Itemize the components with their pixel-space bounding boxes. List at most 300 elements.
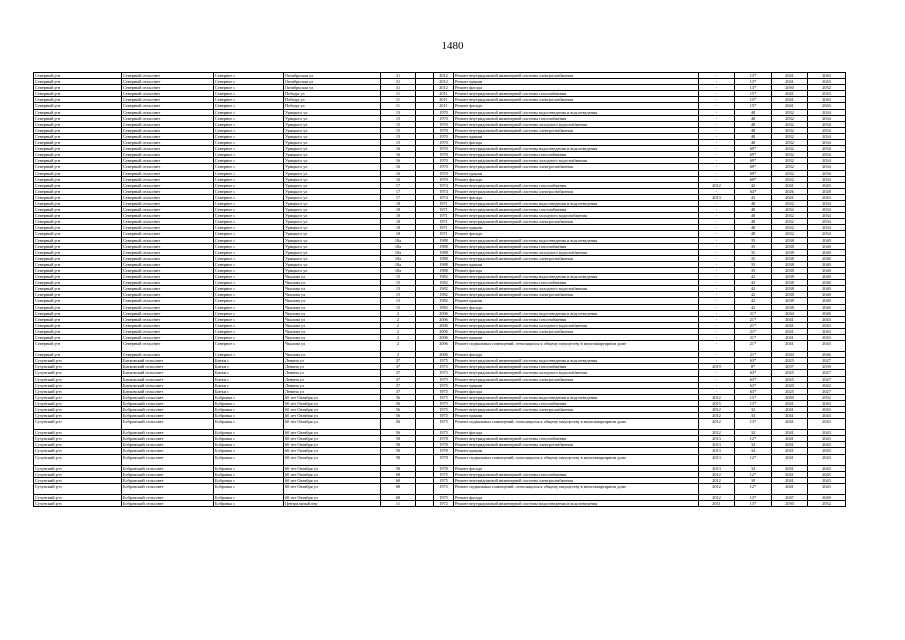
cell-year-built: 1970 [434, 170, 454, 176]
cell-settlement: Северное с [214, 316, 284, 322]
cell-last-repair-year: - [699, 286, 735, 292]
cell-plan-end: 2034 [808, 152, 846, 158]
cell-wear-percent: 13* [735, 73, 772, 79]
cell-house: 31 [381, 79, 416, 85]
table-body [34, 73, 846, 507]
cell-council: Бобровский сельсовет [122, 500, 214, 506]
cell-house: 17 [381, 182, 416, 188]
cell-street: 60 лет Октября ул [284, 465, 381, 471]
cell-settlement: Бобровка с [214, 419, 284, 430]
cell-plan-end: 2034 [808, 140, 846, 146]
cell-wear-percent: 21* [735, 341, 772, 352]
cell-work-type: Ремонт крыши [454, 298, 699, 304]
cell-last-repair-year: - [699, 140, 735, 146]
cell-plan-start: 2041 [772, 413, 808, 419]
cell-wear-percent: 12* [735, 436, 772, 442]
cell-plan-end: 2040 [808, 274, 846, 280]
cell-settlement: Северное с [214, 158, 284, 164]
cell-plan-end: 2027 [808, 358, 846, 364]
cell-street: Чкалова ул [284, 304, 381, 310]
cell-plan-end: 2034 [808, 121, 846, 127]
cell-plan-start: 2032 [772, 115, 808, 121]
cell-street: Чкалова ул [284, 341, 381, 352]
cell-plan-start: 2038 [772, 286, 808, 292]
cell-plan-end: 2034 [808, 164, 846, 170]
cell-wear-percent: 32 [735, 406, 772, 412]
cell-street: Урицкого ул [284, 194, 381, 200]
cell-plan-end: 2043 [808, 400, 846, 406]
cell-plan-start: 2041 [772, 483, 808, 494]
cell-year-built: 1970 [434, 152, 454, 158]
cell-plan-end: 2040 [808, 286, 846, 292]
cell-wear-percent: 33 [735, 413, 772, 419]
cell-district: Северный р-н [34, 341, 122, 352]
cell-building [416, 483, 434, 494]
cell-year-built: 2012 [434, 73, 454, 79]
cell-year-built: 1988 [434, 243, 454, 249]
table-row [34, 341, 846, 352]
cell-street: Урицкого ул [284, 127, 381, 133]
cell-house: 18 [381, 200, 416, 206]
cell-settlement: Северное с [214, 207, 284, 213]
cell-last-repair-year: - [699, 176, 735, 182]
cell-street: Чкалова ул [284, 322, 381, 328]
cell-plan-start: 2044 [772, 310, 808, 316]
cell-house: 15 [381, 298, 416, 304]
cell-year-built: 2011 [434, 91, 454, 97]
cell-year-built: 1971 [434, 219, 454, 225]
cell-settlement: Бобровка с [214, 471, 284, 477]
cell-council: Северный сельсовет [122, 97, 214, 103]
cell-year-built: 1971 [434, 231, 454, 237]
cell-plan-start: 2047 [772, 494, 808, 500]
cell-year-built: 1978 [434, 442, 454, 448]
cell-council: Северный сельсовет [122, 170, 214, 176]
cell-district: Северный р-н [34, 121, 122, 127]
cell-settlement: Северное с [214, 164, 284, 170]
cell-house: 11 [381, 500, 416, 506]
cell-work-type: Ремонт крыши [454, 448, 699, 454]
cell-last-repair-year: - [699, 146, 735, 152]
cell-work-type: Ремонт внутридомовой инженерной системы электроснабжения [454, 255, 699, 261]
cell-last-repair-year: - [699, 97, 735, 103]
cell-year-built: 1970 [434, 133, 454, 139]
cell-house: 16 [381, 170, 416, 176]
cell-district: Сузунский р-н [34, 364, 122, 370]
cell-year-built: 1975 [434, 477, 454, 483]
cell-district: Сузунский р-н [34, 477, 122, 483]
cell-plan-end: 2043 [808, 194, 846, 200]
cell-wear-percent: 48 [735, 225, 772, 231]
cell-settlement: Северное с [214, 261, 284, 267]
cell-settlement: Битки с [214, 370, 284, 376]
cell-wear-percent: 35 [735, 249, 772, 255]
cell-settlement: Северное с [214, 298, 284, 304]
cell-last-repair-year: - [699, 200, 735, 206]
cell-plan-end: 2040 [808, 292, 846, 298]
cell-district: Северный р-н [34, 109, 122, 115]
cell-wear-percent: 48 [735, 207, 772, 213]
cell-year-built: 1975 [434, 419, 454, 430]
cell-plan-start: 2032 [772, 231, 808, 237]
cell-house: 56 [381, 419, 416, 430]
cell-plan-end: 2046 [808, 352, 846, 358]
cell-house: 16 [381, 152, 416, 158]
cell-wear-percent: 63* [735, 358, 772, 364]
cell-plan-end: 2028 [808, 188, 846, 194]
cell-year-built: 2006 [434, 335, 454, 341]
cell-plan-end: 2043 [808, 182, 846, 188]
cell-work-type: Ремонт внутридомовой инженерной системы водоотведения и водоотведения [454, 394, 699, 400]
cell-last-repair-year: - [699, 85, 735, 91]
cell-district: Северный р-н [34, 170, 122, 176]
cell-district: Северный р-н [34, 268, 122, 274]
cell-house: 37 [381, 358, 416, 364]
cell-street: Урицкого ул [284, 115, 381, 121]
cell-district: Северный р-н [34, 261, 122, 267]
cell-house: 17 [381, 194, 416, 200]
cell-work-type: Ремонт внутридомовой инженерной системы электроснабжения [454, 406, 699, 412]
cell-council: Бобровский сельсовет [122, 471, 214, 477]
cell-plan-start: 2032 [772, 140, 808, 146]
cell-last-repair-year: - [699, 213, 735, 219]
cell-year-built: 2012 [434, 79, 454, 85]
cell-last-repair-year: - [699, 352, 735, 358]
cell-last-repair-year: - [699, 310, 735, 316]
cell-last-repair-year: 2012 [699, 394, 735, 400]
cell-wear-percent: 63* [735, 382, 772, 388]
cell-street: 60 лет Октября ул [284, 483, 381, 494]
cell-council: Бобровский сельсовет [122, 442, 214, 448]
cell-last-repair-year: - [699, 115, 735, 121]
cell-house: 2 [381, 316, 416, 322]
cell-wear-percent: 21* [735, 335, 772, 341]
cell-council: Северный сельсовет [122, 140, 214, 146]
cell-house: 11 [381, 97, 416, 103]
cell-street: Урицкого ул [284, 109, 381, 115]
cell-district: Северный р-н [34, 219, 122, 225]
cell-wear-percent: 43 [735, 194, 772, 200]
cell-council: Северный сельсовет [122, 188, 214, 194]
capital-repair-table [33, 72, 846, 507]
cell-wear-percent: 15* [735, 97, 772, 103]
cell-last-repair-year: - [699, 274, 735, 280]
cell-last-repair-year: - [699, 304, 735, 310]
cell-house: 18а [381, 255, 416, 261]
cell-wear-percent: 48 [735, 133, 772, 139]
cell-council: Бобровский сельсовет [122, 419, 214, 430]
cell-wear-percent: 69* [735, 146, 772, 152]
cell-last-repair-year: - [699, 103, 735, 109]
cell-plan-end: 2052 [808, 394, 846, 400]
cell-last-repair-year: 2012 [699, 494, 735, 500]
cell-district: Северный р-н [34, 292, 122, 298]
cell-plan-start: 2038 [772, 292, 808, 298]
cell-plan-end: 2043 [808, 73, 846, 79]
cell-plan-end: 2043 [808, 322, 846, 328]
cell-house: 15 [381, 286, 416, 292]
cell-council: Северный сельсовет [122, 146, 214, 152]
cell-plan-end: 2043 [808, 316, 846, 322]
cell-house: 15 [381, 121, 416, 127]
cell-plan-start: 2032 [772, 213, 808, 219]
cell-wear-percent: 13* [735, 394, 772, 400]
cell-house: 11 [381, 91, 416, 97]
cell-plan-start: 2032 [772, 152, 808, 158]
cell-wear-percent: 69* [735, 152, 772, 158]
cell-plan-start: 2041 [772, 322, 808, 328]
cell-plan-start: 2038 [772, 255, 808, 261]
cell-year-built: 1971 [434, 225, 454, 231]
cell-wear-percent: 13* [735, 419, 772, 430]
cell-wear-percent: 34 [735, 448, 772, 454]
cell-house: 68 [381, 483, 416, 494]
cell-house: 15 [381, 274, 416, 280]
cell-year-built: 1974 [434, 188, 454, 194]
cell-house: 56 [381, 400, 416, 406]
cell-work-type: Ремонт крыши [454, 79, 699, 85]
cell-year-built: 1988 [434, 237, 454, 243]
cell-plan-end: 2043 [808, 406, 846, 412]
cell-council: Северный сельсовет [122, 79, 214, 85]
cell-council: Северный сельсовет [122, 261, 214, 267]
cell-plan-start: 2032 [772, 207, 808, 213]
cell-wear-percent: 39 [735, 477, 772, 483]
cell-year-built: 1974 [434, 194, 454, 200]
cell-house: 18а [381, 261, 416, 267]
cell-settlement: Северное с [214, 170, 284, 176]
cell-house: 2 [381, 328, 416, 334]
cell-street: 60 лет Октября ул [284, 400, 381, 406]
cell-settlement: Северное с [214, 310, 284, 316]
cell-year-built: 1982 [434, 286, 454, 292]
cell-plan-start: 2032 [772, 200, 808, 206]
cell-plan-end: 2034 [808, 213, 846, 219]
cell-last-repair-year: - [699, 261, 735, 267]
cell-last-repair-year: - [699, 79, 735, 85]
cell-council: Битковский сельсовет [122, 364, 214, 370]
cell-last-repair-year: - [699, 133, 735, 139]
cell-work-type: Ремонт внутридомовой инженерной системы водоотведения и водоотведения [454, 358, 699, 364]
cell-last-repair-year: 2012 [699, 483, 735, 494]
cell-plan-start: 2032 [772, 158, 808, 164]
cell-council: Битковский сельсовет [122, 388, 214, 394]
cell-last-repair-year: - [699, 188, 735, 194]
cell-street: Урицкого ул [284, 170, 381, 176]
cell-plan-end: 2034 [808, 219, 846, 225]
cell-plan-start: 2025 [772, 376, 808, 382]
cell-work-type: Ремонт внутридомовой инженерной системы холодного водоснабжения [454, 213, 699, 219]
cell-work-type: Ремонт внутридомовой инженерной системы электроснабжения [454, 477, 699, 483]
cell-last-repair-year: - [699, 298, 735, 304]
cell-plan-end: 2034 [808, 127, 846, 133]
cell-street: 60 лет Октября ул [284, 406, 381, 412]
cell-street: Чкалова ул [284, 274, 381, 280]
cell-wear-percent: 69* [735, 158, 772, 164]
cell-plan-end: 2040 [808, 249, 846, 255]
cell-street: Урицкого ул [284, 140, 381, 146]
cell-wear-percent: 8* [735, 364, 772, 370]
cell-plan-end: 2034 [808, 200, 846, 206]
cell-last-repair-year: 2013 [699, 448, 735, 454]
cell-last-repair-year: - [699, 73, 735, 79]
cell-house: 18 [381, 207, 416, 213]
cell-house: 37 [381, 382, 416, 388]
cell-work-type: Ремонт внутридомовой инженерной системы водоотведения и водоотведения [454, 310, 699, 316]
cell-council: Северный сельсовет [122, 121, 214, 127]
cell-plan-end: 2043 [808, 103, 846, 109]
cell-work-type: Ремонт внутридомовой инженерной системы электроснабжения [454, 376, 699, 382]
cell-council: Бобровский сельсовет [122, 413, 214, 419]
cell-settlement: Северное с [214, 91, 284, 97]
cell-settlement: Северное с [214, 304, 284, 310]
cell-work-type: Ремонт крыши [454, 335, 699, 341]
cell-year-built: 1975 [434, 413, 454, 419]
cell-house: 58 [381, 442, 416, 448]
cell-last-repair-year: 2012 [699, 413, 735, 419]
cell-plan-end: 2034 [808, 176, 846, 182]
cell-wear-percent: 21* [735, 328, 772, 334]
cell-district: Северный р-н [34, 328, 122, 334]
cell-house: 15 [381, 304, 416, 310]
cell-last-repair-year: 2013 [699, 436, 735, 442]
cell-plan-start: 2044 [772, 352, 808, 358]
cell-plan-end: 2022 [808, 382, 846, 388]
cell-plan-start: 2032 [772, 225, 808, 231]
cell-plan-end: 2043 [808, 448, 846, 454]
cell-plan-start: 2041 [772, 454, 808, 465]
cell-district: Северный р-н [34, 158, 122, 164]
cell-settlement: Бобровка с [214, 406, 284, 412]
cell-year-built: 1975 [434, 400, 454, 406]
cell-house: 18 [381, 213, 416, 219]
cell-wear-percent: 35 [735, 261, 772, 267]
cell-plan-start: 2038 [772, 304, 808, 310]
cell-street: 60 лет Октября ул [284, 436, 381, 442]
cell-last-repair-year: 2019 [699, 364, 735, 370]
cell-plan-start: 2050 [772, 85, 808, 91]
cell-wear-percent: 48 [735, 121, 772, 127]
cell-street: Урицкого ул [284, 133, 381, 139]
cell-work-type: Ремонт внутридомовой инженерной системы электроснабжения [454, 127, 699, 133]
cell-wear-percent: 35 [735, 255, 772, 261]
page-number: 1480 [441, 40, 464, 52]
cell-plan-end: 2040 [808, 304, 846, 310]
cell-plan-start: 2032 [772, 109, 808, 115]
cell-settlement: Бобровка с [214, 400, 284, 406]
cell-council: Северный сельсовет [122, 274, 214, 280]
cell-year-built: 1970 [434, 115, 454, 121]
cell-work-type: Ремонт внутридомовой инженерной системы электроснабжения [454, 219, 699, 225]
cell-work-type: Ремонт крыши [454, 225, 699, 231]
cell-work-type: Ремонт подвальных помещений, относящихся к общему имуществу в многоквартирном доме [454, 341, 699, 352]
cell-settlement: Северное с [214, 219, 284, 225]
cell-wear-percent: 42 [735, 304, 772, 310]
cell-year-built: 1975 [434, 388, 454, 394]
cell-work-type: Ремонт крыши [454, 261, 699, 267]
cell-work-type: Ремонт внутридомовой инженерной системы газоснабжения [454, 364, 699, 370]
cell-year-built: 1978 [434, 448, 454, 454]
cell-wear-percent: 42 [735, 298, 772, 304]
cell-council: Бобровский сельсовет [122, 448, 214, 454]
cell-work-type: Ремонт внутридомовой инженерной системы холодного водоснабжения [454, 121, 699, 127]
cell-council: Битковский сельсовет [122, 358, 214, 364]
cell-council: Северный сельсовет [122, 127, 214, 133]
cell-plan-start: 2050 [772, 500, 808, 506]
cell-district: Северный р-н [34, 115, 122, 121]
cell-district: Северный р-н [34, 280, 122, 286]
cell-plan-end: 2052 [808, 85, 846, 91]
cell-plan-start: 2025 [772, 358, 808, 364]
cell-wear-percent: 15* [735, 103, 772, 109]
cell-street: Чкалова ул [284, 316, 381, 322]
cell-year-built: 1975 [434, 358, 454, 364]
cell-council: Северный сельсовет [122, 243, 214, 249]
cell-street: Ленина ул [284, 358, 381, 364]
cell-district: Сузунский р-н [34, 494, 122, 500]
cell-house: 56 [381, 406, 416, 412]
cell-plan-start: 2038 [772, 268, 808, 274]
cell-last-repair-year: - [699, 341, 735, 352]
cell-wear-percent: 35 [735, 243, 772, 249]
cell-settlement: Битки с [214, 358, 284, 364]
cell-wear-percent: 48 [735, 231, 772, 237]
cell-wear-percent: 48 [735, 140, 772, 146]
table-row [34, 419, 846, 430]
cell-council: Северный сельсовет [122, 91, 214, 97]
cell-house: 18 [381, 219, 416, 225]
cell-street: Урицкого ул [284, 188, 381, 194]
cell-settlement: Бобровка с [214, 483, 284, 494]
cell-council: Битковский сельсовет [122, 376, 214, 382]
cell-settlement: Битки с [214, 364, 284, 370]
cell-year-built: 1970 [434, 158, 454, 164]
cell-plan-end: 2034 [808, 133, 846, 139]
cell-wear-percent: 21* [735, 316, 772, 322]
cell-council: Бобровский сельсовет [122, 394, 214, 400]
table-row [34, 454, 846, 465]
cell-year-built: 1975 [434, 370, 454, 376]
cell-council: Северный сельсовет [122, 73, 214, 79]
cell-work-type: Ремонт внутридомовой инженерной системы электроснабжения [454, 73, 699, 79]
cell-last-repair-year: 2012 [699, 419, 735, 430]
cell-street: Ленина ул [284, 382, 381, 388]
cell-work-type: Ремонт внутридомовой инженерной системы газоснабжения [454, 471, 699, 477]
cell-plan-end: 2040 [808, 298, 846, 304]
cell-district: Сузунский р-н [34, 388, 122, 394]
cell-plan-end: 2046 [808, 310, 846, 316]
cell-year-built: 1975 [434, 364, 454, 370]
cell-house: 58 [381, 454, 416, 465]
cell-work-type: Ремонт фасада [454, 176, 699, 182]
cell-council: Северный сельсовет [122, 268, 214, 274]
cell-street: Урицкого ул [284, 207, 381, 213]
cell-council: Северный сельсовет [122, 316, 214, 322]
cell-plan-start: 2026 [772, 188, 808, 194]
cell-district: Сузунский р-н [34, 358, 122, 364]
cell-year-built: 1971 [434, 200, 454, 206]
cell-plan-start: 2041 [772, 442, 808, 448]
cell-work-type: Ремонт внутридомовой инженерной системы водоотведения и водоотведения [454, 500, 699, 506]
cell-plan-end: 2040 [808, 268, 846, 274]
cell-plan-end: 2034 [808, 115, 846, 121]
cell-wear-percent: 15* [735, 91, 772, 97]
cell-settlement: Северное с [214, 341, 284, 352]
cell-work-type: Ремонт фасада [454, 85, 699, 91]
cell-wear-percent: 69* [735, 170, 772, 176]
cell-street: Урицкого ул [284, 176, 381, 182]
cell-year-built: 2006 [434, 341, 454, 352]
